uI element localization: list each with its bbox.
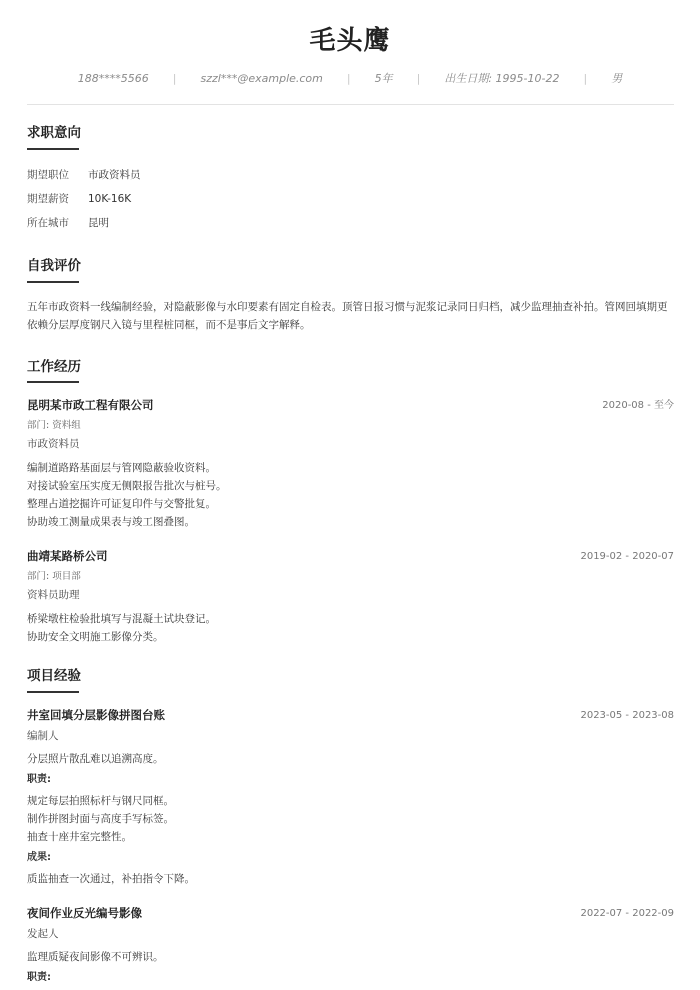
job-role: 市政资料员 — [27, 438, 80, 450]
project-role: 编制人 — [27, 730, 59, 742]
job-company: 昆明某市政工程有限公司 — [27, 398, 154, 412]
intent-key: 期望职位 — [27, 169, 69, 181]
header-divider — [27, 104, 674, 105]
experience-text: 5年 — [374, 72, 393, 85]
project-duty-label: 职责: — [27, 972, 51, 983]
section-title-projects: 项目经验 — [27, 668, 81, 684]
job-date: 2020-08 - 至今 — [602, 400, 674, 411]
intent-row-position — [27, 168, 141, 182]
job-duty: 整理占道挖掘许可证复印件与交警批复。 — [27, 498, 216, 510]
job-duty: 对接试验室压实度无侧限报告批次与桩号。 — [27, 480, 227, 492]
job-duty: 桥梁墩柱检验批填写与混凝土试块登记。 — [27, 613, 216, 625]
info-separator: | — [346, 71, 351, 85]
info-separator: | — [583, 71, 588, 85]
self-evaluation-line: 五年市政资料一线编制经验，对隐蔽影像与水印要素有固定自检表。顶管日报习惯与泥浆记录同日归档，减少监理抽查补拍。管网回填期更 — [27, 301, 668, 313]
intent-row-salary — [27, 192, 131, 206]
email-text: szzl***@example.com — [200, 71, 323, 85]
birth-text: 出生日期: 1995-10-22 — [444, 72, 560, 85]
contact-info-row — [0, 70, 700, 86]
info-separator: | — [172, 71, 177, 85]
project-date: 2022-07 - 2022-09 — [580, 908, 674, 919]
intent-key: 期望薪资 — [27, 193, 69, 205]
project-name: 夜间作业反光编号影像 — [27, 906, 142, 920]
self-evaluation-line: 依赖分层厚度钢尺入镜与里程桩同框，而不是事后文字解释。 — [27, 319, 311, 331]
section-underline — [27, 691, 79, 693]
job-dept: 部门: 资料组 — [27, 420, 81, 431]
project-result: 质监抽查一次通过，补拍指令下降。 — [27, 873, 195, 885]
section-title-intent: 求职意向 — [27, 125, 81, 141]
project-duty: 规定每层拍照标杆与钢尺同框。 — [27, 795, 174, 807]
intent-value: 市政资料员 — [88, 169, 141, 181]
self-evaluation-text — [27, 298, 675, 334]
project-date: 2023-05 - 2023-08 — [580, 710, 674, 721]
job-company: 曲靖某路桥公司 — [27, 549, 108, 563]
section-underline — [27, 381, 79, 383]
project-result-label: 成果: — [27, 852, 51, 863]
project-duty: 抽查十座井室完整性。 — [27, 831, 132, 843]
intent-key: 所在城市 — [27, 217, 69, 229]
job-role: 资料员助理 — [27, 589, 80, 601]
phone-text: 188****5566 — [77, 71, 149, 85]
section-underline — [27, 281, 79, 283]
job-duty: 协助竣工测量成果表与竣工图叠图。 — [27, 516, 195, 528]
project-duty-label: 职责: — [27, 774, 51, 785]
section-underline — [27, 148, 79, 150]
intent-value: 10K-16K — [88, 193, 132, 205]
intent-row-city — [27, 216, 109, 230]
job-duty: 编制道路路基面层与管网隐蔽验收资料。 — [27, 462, 216, 474]
project-desc: 分层照片散乱难以追溯高度。 — [27, 753, 164, 765]
job-dept: 部门: 项目部 — [27, 571, 81, 582]
project-role: 发起人 — [27, 928, 59, 940]
section-title-self: 自我评价 — [27, 258, 81, 274]
intent-value: 昆明 — [88, 217, 109, 229]
project-desc: 监理质疑夜间影像不可辨识。 — [27, 951, 164, 963]
gender-text: 男 — [611, 72, 623, 85]
project-duty: 制作拼图封面与高度手写标签。 — [27, 813, 174, 825]
job-date: 2019-02 - 2020-07 — [580, 551, 674, 562]
job-duty: 协助安全文明施工影像分类。 — [27, 631, 164, 643]
project-name: 井室回填分层影像拼图台账 — [27, 708, 165, 722]
candidate-name: 毛头鹰 — [309, 26, 391, 56]
section-title-work: 工作经历 — [27, 359, 81, 375]
info-separator: | — [416, 71, 421, 85]
